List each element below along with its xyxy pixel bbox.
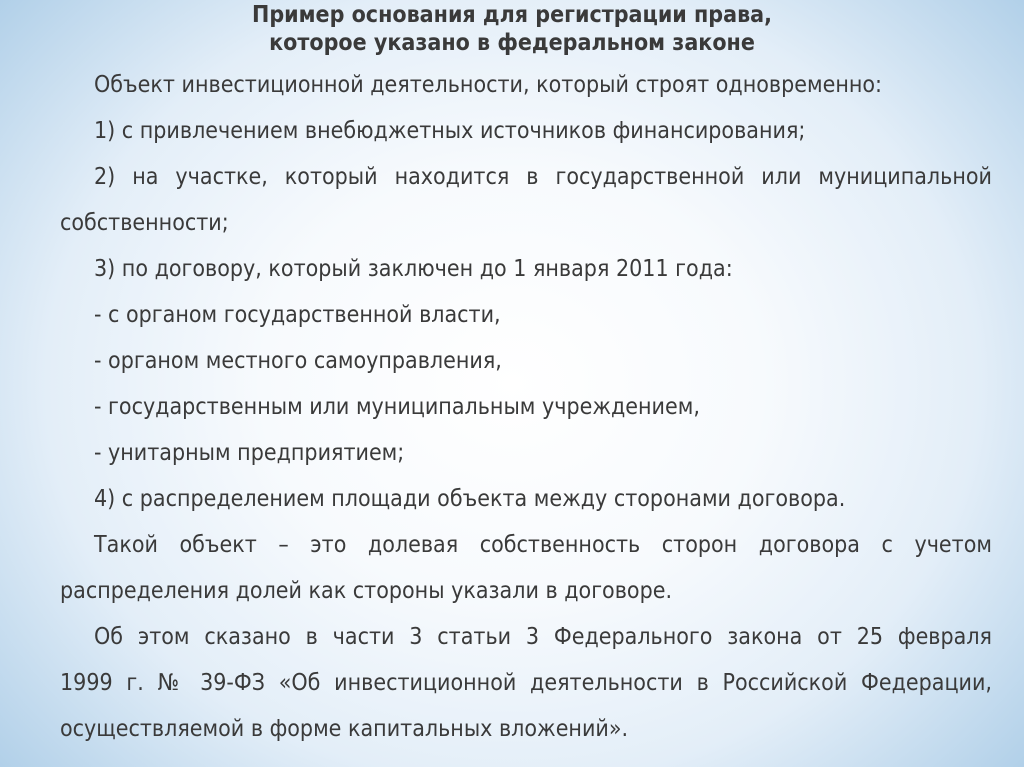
paragraph-1-line-1: Такой объект – это долевая собственность сторон договора с учетом [94,532,992,558]
list-item-2-line-2: собственности; [60,210,229,236]
paragraph-1-line-2: распределения долей как стороны указали в договоре. [60,578,673,604]
list-item-4: 4) с распределением площади объекта между сторонами договора. [94,486,846,512]
slide-title-line-1: Пример основания для регистрации права, [252,2,772,28]
paragraph-2-line-3: осуществляемой в форме капитальных вложений». [60,716,629,742]
paragraph-2-line-1: Об этом сказано в части 3 статьи 3 Федерального закона от 25 февраля [94,624,992,650]
sub-item-2: - органом местного самоуправления, [94,348,502,374]
list-item-2-line-1: 2) на участке, который находится в государственной или муниципальной [94,164,992,190]
sub-item-4: - унитарным предприятием; [94,440,405,466]
paragraph-2-line-2: 1999 г. № 39-ФЗ «Об инвестиционной деятельности в Российской Федерации, [60,670,992,696]
sub-item-1: - с органом государственной власти, [94,302,501,328]
sub-item-3: - государственным или муниципальным учреждением, [94,394,700,420]
list-item-1: 1) с привлечением внебюджетных источников финансирования; [94,118,806,144]
list-item-3: 3) по договору, который заключен до 1 января 2011 года: [94,256,733,282]
intro-text: Объект инвестиционной деятельности, который строят одновременно: [94,72,883,98]
slide-title-line-2: которое указано в федеральном законе [269,30,755,56]
